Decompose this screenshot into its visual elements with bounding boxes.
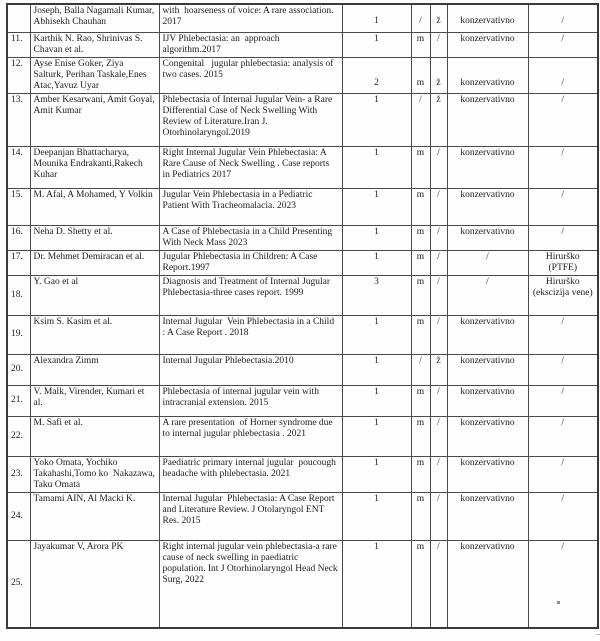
authors-cell: V. Malk, Virender, Kumari et al. (30, 385, 159, 416)
surgical-treatment-cell: / (528, 93, 598, 146)
sex-male-cell: m (411, 315, 430, 354)
table-row (7, 492, 598, 540)
case-count-cell: 1 (342, 540, 411, 628)
treatment-cell: konzervativno (447, 146, 528, 188)
study-title-cell: Jugular Vein Phlebectasia in a Pediatric Patient With Tracheomalacia. 2023 (159, 188, 342, 225)
table-row (7, 4, 598, 32)
case-count-cell: 1 (342, 32, 411, 57)
sex-female-cell: / (430, 225, 447, 250)
table-row (7, 93, 598, 146)
authors-cell: Joseph, Balla Nagamali Kumar, Abhisekh Chauhan (30, 4, 159, 32)
sex-female-cell: / (430, 250, 447, 275)
study-title-cell: Congenital jugular phlebectasia: analysis of two cases. 2015 (159, 57, 342, 93)
surgical-treatment-cell: Hirurško (PTFE) (528, 250, 598, 275)
row-number-cell: 20. (7, 354, 30, 385)
sex-female-cell: / (430, 146, 447, 188)
study-title-cell: IJV Phlebectasia: an approach algorithm.2017 (159, 32, 342, 57)
treatment-cell: konzervativno (447, 416, 528, 456)
authors-cell: Neha D. Shetty et al. (30, 225, 159, 250)
row-number-cell: 17. (7, 250, 30, 275)
case-count-cell: 1 (342, 416, 411, 456)
surgical-treatment-cell: Hirurško (ekscizija vene) (528, 275, 598, 315)
sex-female-cell: ž (430, 354, 447, 385)
authors-cell: Amber Kesarwani, Amit Goyal, Amit Kumar (30, 93, 159, 146)
sex-female-cell: / (430, 416, 447, 456)
sex-male-cell: / (411, 4, 430, 32)
row-number-cell: 15. (7, 188, 30, 225)
table-row (7, 188, 598, 225)
row-number-cell: 25. (7, 540, 30, 628)
table-row (7, 416, 598, 456)
sex-female-cell: / (430, 456, 447, 492)
row-number-cell: 24. (7, 492, 30, 540)
treatment-cell: konzervativno (447, 57, 528, 93)
row-number-cell: 21. (7, 385, 30, 416)
sex-male-cell: m (411, 492, 430, 540)
treatment-cell: konzervativno (447, 492, 528, 540)
sex-male-cell: m (411, 32, 430, 57)
case-count-cell: 1 (342, 188, 411, 225)
row-number-cell: 13. (7, 93, 30, 146)
authors-cell: Tamami AIN, Al Macki K. (30, 492, 159, 540)
surgical-treatment-cell: / (528, 188, 598, 225)
sex-male-cell: / (411, 354, 430, 385)
study-title-cell: Diagnosis and Treatment of Internal Jugular Phlebectasia-three cases report. 1999 (159, 275, 342, 315)
surgical-treatment-cell: / (528, 57, 598, 93)
treatment-cell: konzervativno (447, 385, 528, 416)
table-row (7, 32, 598, 57)
authors-cell: M. Safi et al. (30, 416, 159, 456)
case-count-cell: 1 (342, 315, 411, 354)
study-title-cell: Internal Jugular Phlebectasia: A Case Report and Literature Review. J Otolaryngol ENT Res. 2015 (159, 492, 342, 540)
authors-cell: Ksim S. Kasim et al. (30, 315, 159, 354)
row-number-cell: 23. (7, 456, 30, 492)
row-number-cell: 18. (7, 275, 30, 315)
sex-male-cell: m (411, 416, 430, 456)
sex-female-cell: / (430, 492, 447, 540)
sex-male-cell: m (411, 57, 430, 93)
sex-male-cell: m (411, 225, 430, 250)
sex-female-cell: / (430, 540, 447, 628)
row-number-cell: 14. (7, 146, 30, 188)
surgical-treatment-cell: / (528, 492, 598, 540)
treatment-cell: konzervativno (447, 188, 528, 225)
authors-cell: Karthik N. Rao, Shrinivas S. Chavan et al. (30, 32, 159, 57)
case-count-cell: 1 (342, 385, 411, 416)
case-count-cell: 1 (342, 93, 411, 146)
literature-review-table (6, 3, 599, 629)
row-number-cell: 19. (7, 315, 30, 354)
treatment-cell: konzervativno (447, 4, 528, 32)
study-title-cell: Paediatric primary internal jugular poucough headache with phlebectasia. 2021 (159, 456, 342, 492)
sex-female-cell: ž (430, 57, 447, 93)
surgical-treatment-cell: / (528, 456, 598, 492)
sex-female-cell: ž (430, 4, 447, 32)
sex-female-cell: / (430, 385, 447, 416)
scan-dot-artifact (557, 601, 560, 604)
study-title-cell: Phlebectasia of internal jugular vein with intracranial extension. 2015 (159, 385, 342, 416)
sex-male-cell: m (411, 250, 430, 275)
surgical-treatment-cell: / (528, 354, 598, 385)
sex-male-cell: m (411, 540, 430, 628)
treatment-cell: konzervativno (447, 456, 528, 492)
treatment-cell: konzervativno (447, 354, 528, 385)
authors-cell: Ayse Enise Goker, Ziya Salturk, Perihan Taskale,Enes Atac,Yavuz Uyar (30, 57, 159, 93)
treatment-cell: konzervativno (447, 32, 528, 57)
case-count-cell: 3 (342, 275, 411, 315)
case-count-cell: 1 (342, 492, 411, 540)
sex-male-cell: / (411, 93, 430, 146)
table-row (7, 146, 598, 188)
treatment-cell: konzervativno (447, 315, 528, 354)
authors-cell: Deepanjan Bhattacharya, Mounika Endrakanti,Rakech Kuhar (30, 146, 159, 188)
treatment-cell: konzervativno (447, 540, 528, 628)
treatment-cell: konzervativno (447, 225, 528, 250)
surgical-treatment-cell: / (528, 146, 598, 188)
study-title-cell: A rare presentation of Horner syndrome due to internal jugular phlebectasia . 2021 (159, 416, 342, 456)
table-row (7, 315, 598, 354)
case-count-cell: 1 (342, 225, 411, 250)
table-row (7, 275, 598, 315)
treatment-cell: / (447, 275, 528, 315)
case-count-cell: 1 (342, 354, 411, 385)
authors-cell: Y. Gao et al (30, 275, 159, 315)
case-count-cell: 1 (342, 456, 411, 492)
surgical-treatment-cell: / (528, 540, 598, 628)
table-row (7, 354, 598, 385)
case-count-cell: 1 (342, 146, 411, 188)
scan-line-artifact (596, 634, 600, 635)
case-count-cell: 1 (342, 250, 411, 275)
sex-female-cell: / (430, 32, 447, 57)
surgical-treatment-cell: / (528, 4, 598, 32)
sex-male-cell: m (411, 385, 430, 416)
table-row (7, 225, 598, 250)
sex-male-cell: m (411, 146, 430, 188)
study-title-cell: A Case of Phlebectasia in a Child Presenting With Neck Mass 2023 (159, 225, 342, 250)
row-number-cell: 16. (7, 225, 30, 250)
sex-female-cell: ž (430, 93, 447, 146)
study-title-cell: Right Internal Jugular Vein Phlebectasia: A Rare Cause of Neck Swelling . Case reports in Pediatrics 2017 (159, 146, 342, 188)
row-number-cell: 11. (7, 32, 30, 57)
surgical-treatment-cell: / (528, 385, 598, 416)
row-number-cell: 12. (7, 57, 30, 93)
table-row (7, 540, 598, 628)
surgical-treatment-cell: / (528, 225, 598, 250)
row-number-cell (7, 4, 30, 32)
treatment-cell: konzervativno (447, 93, 528, 146)
table-row (7, 385, 598, 416)
authors-cell: Dr. Mehmet Demiracan et al. (30, 250, 159, 275)
sex-female-cell: / (430, 188, 447, 225)
surgical-treatment-cell: / (528, 315, 598, 354)
table-row (7, 250, 598, 275)
study-title-cell: Right internal jugular vein phlebectasia-a rare cause of neck swelling in paediatric population. Int J Otorhinolaryngol Head Neck Surg, 2022 (159, 540, 342, 628)
study-title-cell: Jugular Phlebectasia in Children: A Case Report.1997 (159, 250, 342, 275)
sex-male-cell: m (411, 188, 430, 225)
table-row (7, 57, 598, 93)
sex-female-cell: / (430, 315, 447, 354)
authors-cell: M. Afal, A Mohamed, Y Volkin (30, 188, 159, 225)
authors-cell: Yoko Omata, Yochiko Takahashi,Tomo ko Nakazawa, Taku Omata (30, 456, 159, 492)
study-title-cell: with hoarseness of voice: A rare association. 2017 (159, 4, 342, 32)
study-title-cell: Internal Jugular Vein Phlebectasia in a Child : A Case Report . 2018 (159, 315, 342, 354)
case-count-cell: 1 (342, 4, 411, 32)
sex-female-cell: / (430, 275, 447, 315)
study-title-cell: Internal Jugular Phlebectasia.2010 (159, 354, 342, 385)
study-title-cell: Phlebectasia of Internal Jugular Vein- a Rare Differential Case of Neck Swelling With Review of Literature.Iran J. Otorhinolaryngol.2019 (159, 93, 342, 146)
case-count-cell: 2 (342, 57, 411, 93)
sex-male-cell: m (411, 456, 430, 492)
authors-cell: Jayakumar V, Arora PK (30, 540, 159, 628)
surgical-treatment-cell: / (528, 32, 598, 57)
authors-cell: Alexandra Zimm (30, 354, 159, 385)
sex-male-cell: m (411, 275, 430, 315)
surgical-treatment-cell: / (528, 416, 598, 456)
row-number-cell: 22. (7, 416, 30, 456)
treatment-cell: / (447, 250, 528, 275)
table-row (7, 456, 598, 492)
